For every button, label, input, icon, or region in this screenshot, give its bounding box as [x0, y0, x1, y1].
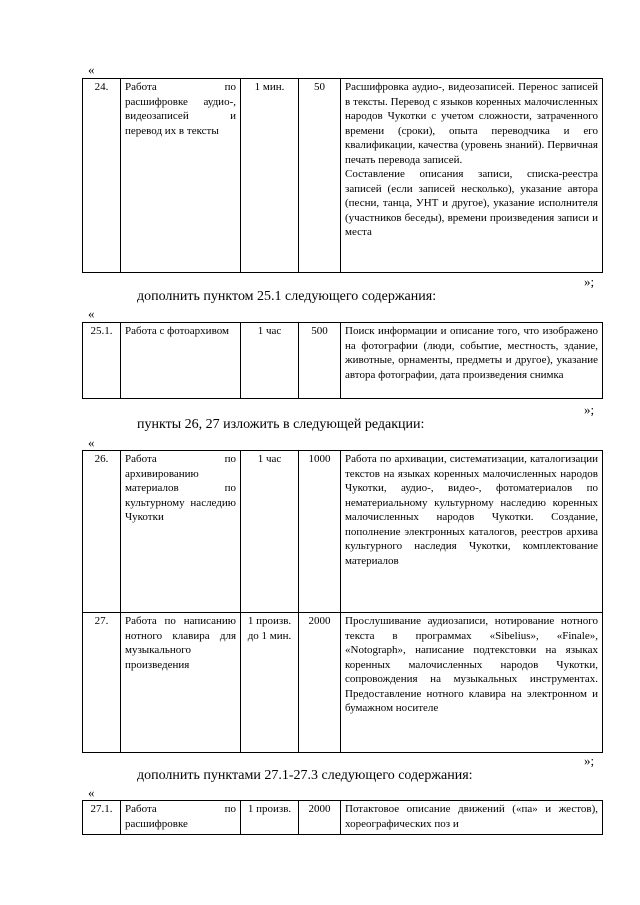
amendment-heading: пункты 26, 27 изложить в следующей редакции: [137, 417, 425, 432]
table-row [83, 323, 603, 399]
table-row [83, 613, 603, 753]
service-description: Работа по архивации, систематизации, каталогизации текстов на языках коренных малочисленных народов Чукотки, аудио-, видео-, фотоматериалов по нематериальному культурному наследию коренных малочисленных народов Чукотки. Создание, пополнение электронных каталогов, реестров архива культурного наследия Чукотки, комплектование материалов [341, 451, 603, 613]
closing-quote: »; [584, 402, 595, 417]
time-unit: 1 час [241, 323, 299, 399]
service-description: Прослушивание аудиозаписи, нотирование нотного текста в программах «Sibelius», «Finale», «Notograph», написание подтекстовки на языках коренных малочисленных народов Чукотки, сопровождения на музыкальных инструментах. Предоставление нотного клавира на электронном и бумажном носителе [341, 613, 603, 753]
service-name: Работа с фотоархивом [121, 323, 241, 399]
tariff-table-items-26-27 [82, 450, 603, 753]
price: 2000 [299, 613, 341, 753]
item-number: 27.1. [83, 801, 121, 835]
closing-quote: »; [584, 274, 595, 289]
item-number: 25.1. [83, 323, 121, 399]
opening-quote: « [88, 62, 95, 77]
description-paragraph: Расшифровка аудио-, видеозаписей. Перенос записей в тексты. Перевод с языков коренных малочисленных народов Чукотки с учетом сложности, затраченного времени (сроки), опыта переводчика и его квалификации, качества (уровень знаний). Первичная печать перевода записей. [345, 81, 598, 166]
item-number: 24. [83, 79, 121, 273]
service-name: Работа по архивированию материалов по культурному наследию Чукотки [121, 451, 241, 613]
opening-quote: « [88, 435, 95, 450]
price: 500 [299, 323, 341, 399]
item-number: 26. [83, 451, 121, 613]
service-name: Работа по расшифровке [121, 801, 241, 835]
tariff-table-item-24 [82, 78, 603, 273]
item-number: 27. [83, 613, 121, 753]
price: 50 [299, 79, 341, 273]
table-row [83, 79, 603, 273]
service-description: Потактовое описание движений («па» и жестов), хореографических поз и [341, 801, 603, 835]
description-paragraph: Составление описания записи, списка-реестра записей (если записей несколько), указание автора (песни, танца, УНТ и другое), указание исполнителя (участников беседы), времени произведения записи и места [345, 168, 598, 238]
opening-quote: « [88, 785, 95, 800]
service-name: Работа по написанию нотного клавира для музыкального произведения [121, 613, 241, 753]
closing-quote: »; [584, 753, 595, 768]
time-unit: 1 час [241, 451, 299, 613]
price: 2000 [299, 801, 341, 835]
tariff-table-item-27-1 [82, 800, 603, 835]
amendment-heading: дополнить пунктом 25.1 следующего содержания: [137, 289, 437, 304]
opening-quote: « [88, 306, 95, 321]
table-row [83, 451, 603, 613]
time-unit: 1 произв. до 1 мин. [241, 613, 299, 753]
tariff-table-item-25-1 [82, 322, 603, 399]
amendment-heading: дополнить пунктами 27.1-27.3 следующего содержания: [137, 768, 473, 783]
time-unit: 1 произв. [241, 801, 299, 835]
table-row [83, 801, 603, 835]
service-description: Поиск информации и описание того, что изображено на фотографии (люди, событие, местность, здание, животные, орнаменты, предметы и другое), указание автора фотографии, дата произведения снимка [341, 323, 603, 399]
price: 1000 [299, 451, 341, 613]
service-description [341, 79, 603, 273]
service-name: Работа по расшифровке аудио-, видеозаписей и перевод их в тексты [121, 79, 241, 273]
time-unit: 1 мин. [241, 79, 299, 273]
